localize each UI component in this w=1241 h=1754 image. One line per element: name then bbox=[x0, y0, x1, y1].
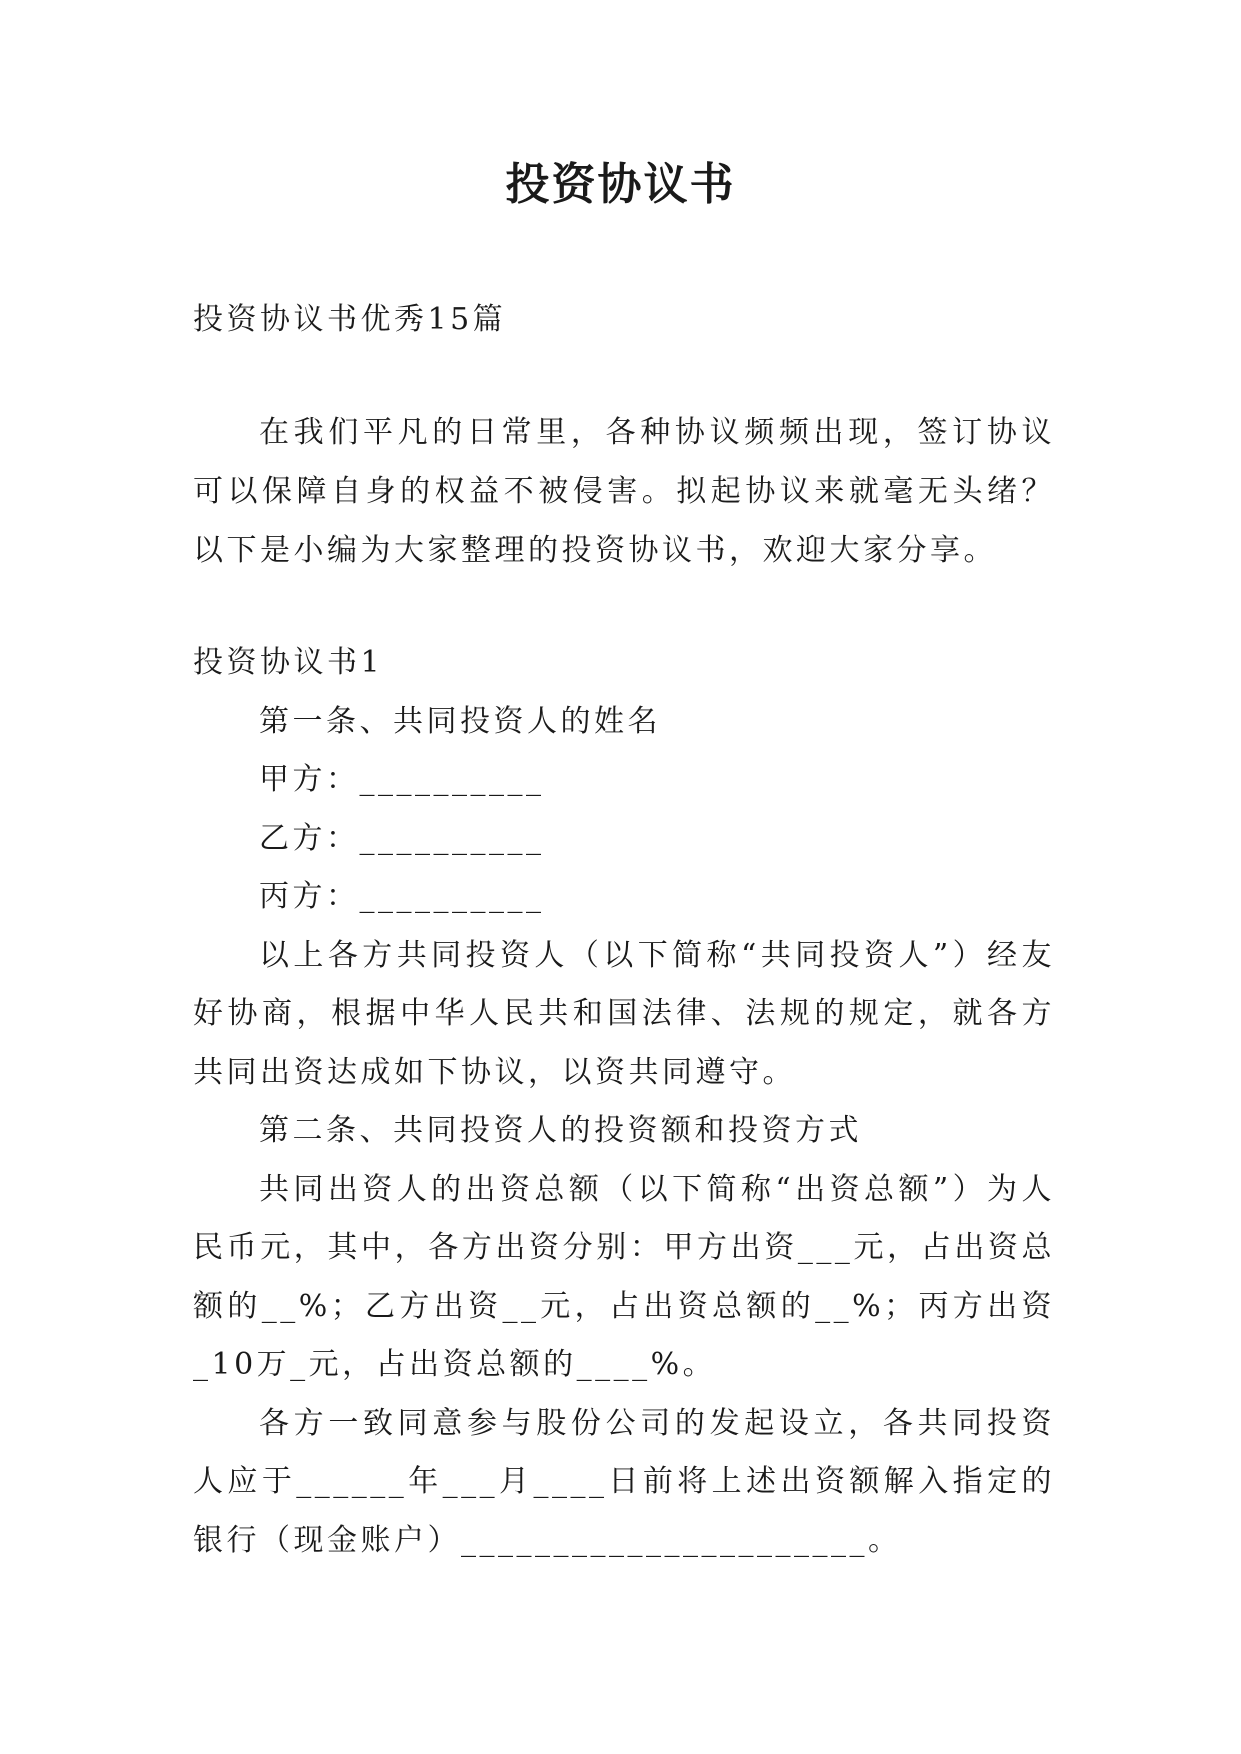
party-b-line: 乙方：__________ bbox=[259, 820, 545, 856]
article-1-heading: 第一条、共同投资人的姓名 bbox=[259, 703, 661, 739]
party-a-line: 甲方：__________ bbox=[259, 762, 545, 797]
subtitle-block bbox=[193, 290, 1055, 349]
section-heading: 投资协议书1 bbox=[193, 645, 384, 680]
payment-deadline-paragraph: 各方一致同意参与股份公司的发起设立，各共同投资人应于______年___月____日前将上述出资额解入指定的银行（现金账户）______________________。 bbox=[193, 1405, 1055, 1558]
agreement-body bbox=[193, 634, 1055, 1570]
intro-block bbox=[193, 403, 1055, 580]
document-subtitle: 投资协议书优秀15篇 bbox=[193, 302, 507, 337]
agreement-preamble: 以上各方共同投资人（以下简称“共同投资人”）经友好协商，根据中华人民共和国法律、法规的规定，就各方共同出资达成如下协议，以资共同遵守。 bbox=[193, 937, 1055, 1090]
article-2-heading: 第二条、共同投资人的投资额和投资方式 bbox=[259, 1113, 862, 1148]
document-title: 投资协议书 bbox=[505, 159, 736, 210]
party-c-line: 丙方：__________ bbox=[259, 879, 545, 914]
intro-paragraph: 在我们平凡的日常里，各种协议频频出现，签订协议可以保障自身的权益不被侵害。拟起协议来就毫无头绪？以下是小编为大家整理的投资协议书，欢迎大家分享。 bbox=[193, 415, 1055, 568]
investment-amount-paragraph: 共同出资人的出资总额（以下简称“出资总额”）为人民币元，其中，各方出资分别：甲方出资___元，占出资总额的__%；乙方出资__元，占出资总额的__%；丙方出资_10万_元，占出资总额的____%。 bbox=[193, 1171, 1055, 1382]
